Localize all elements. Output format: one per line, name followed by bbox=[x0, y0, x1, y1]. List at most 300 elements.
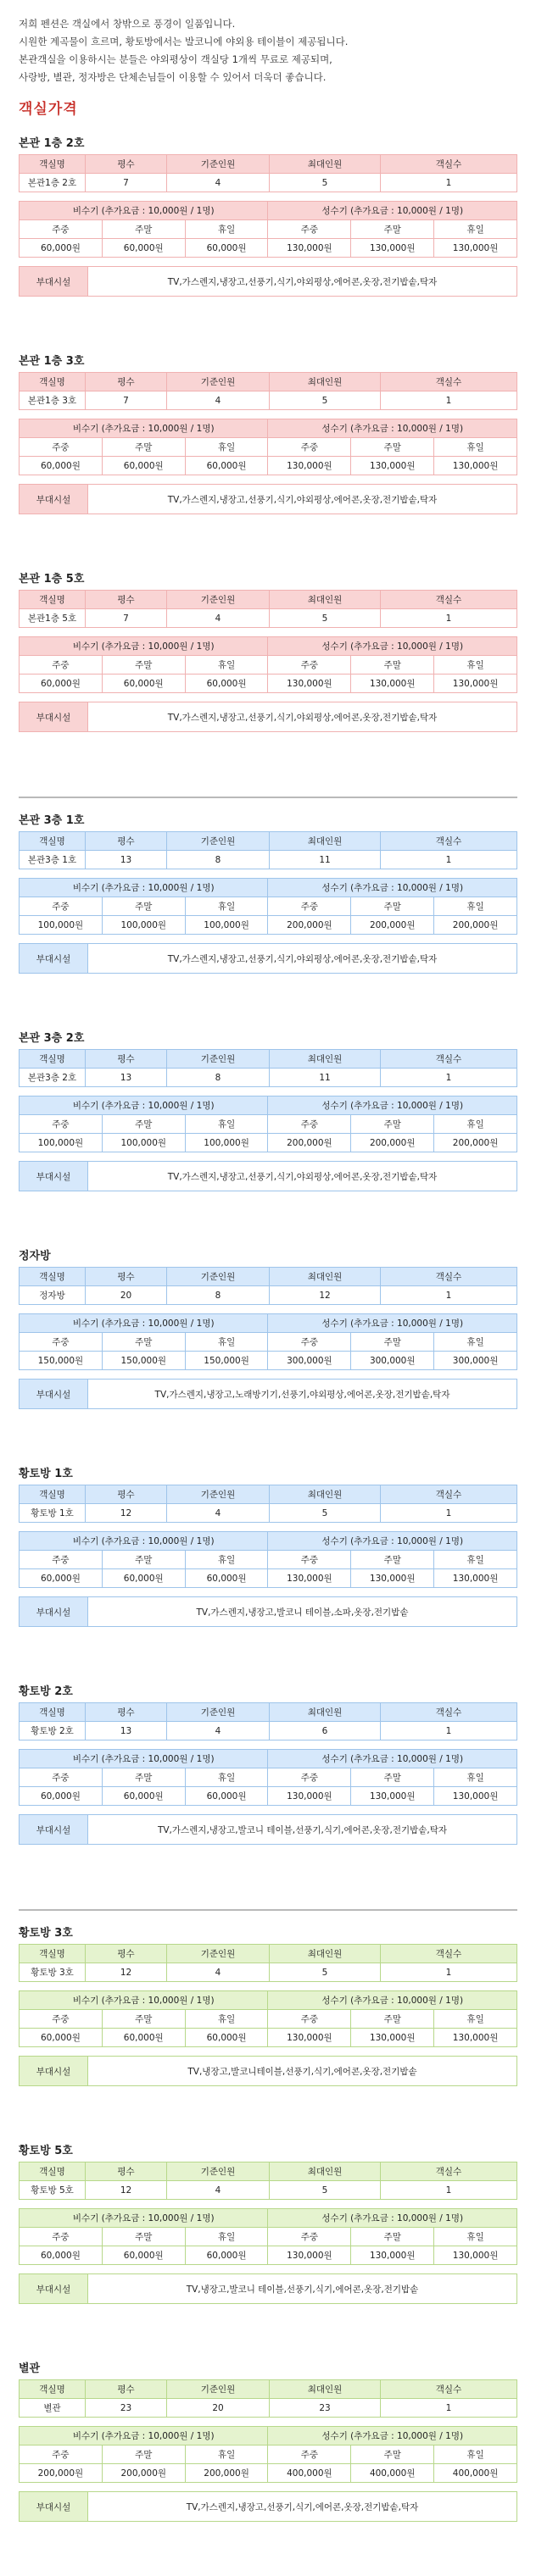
peak-holiday-price: 200,000원 bbox=[434, 916, 517, 935]
off-holiday-label: 휴일 bbox=[185, 2228, 268, 2246]
peak-weekend-price: 130,000원 bbox=[351, 675, 434, 693]
room-name: 본관1층 2호 bbox=[20, 174, 86, 192]
off-season-header: 비수기 (추가요금 : 10,000원 / 1명) bbox=[20, 1314, 268, 1333]
room-base: 4 bbox=[167, 2181, 270, 2200]
off-season-header: 비수기 (추가요금 : 10,000원 / 1명) bbox=[20, 1750, 268, 1768]
off-holiday-label: 휴일 bbox=[185, 1333, 268, 1352]
peak-weekday-price: 130,000원 bbox=[268, 2029, 351, 2047]
peak-weekend-label: 주말 bbox=[351, 1768, 434, 1787]
header-count: 객실수 bbox=[381, 1050, 517, 1069]
header-base: 기준인원 bbox=[167, 373, 270, 391]
room-count: 1 bbox=[381, 851, 517, 869]
peak-holiday-price: 130,000원 bbox=[434, 457, 517, 475]
peak-weekend-label: 주말 bbox=[351, 656, 434, 675]
off-weekday-price: 60,000원 bbox=[20, 239, 103, 258]
header-max: 최대인원 bbox=[270, 2380, 381, 2399]
peak-holiday-label: 휴일 bbox=[434, 2010, 517, 2029]
peak-weekday-label: 주중 bbox=[268, 2010, 351, 2029]
room-block bbox=[0, 1030, 536, 1246]
peak-holiday-price: 130,000원 bbox=[434, 2246, 517, 2265]
off-holiday-label: 휴일 bbox=[185, 2446, 268, 2464]
peak-holiday-label: 휴일 bbox=[434, 1115, 517, 1134]
room-block bbox=[0, 1247, 536, 1463]
peak-weekday-label: 주중 bbox=[268, 897, 351, 916]
header-count: 객실수 bbox=[381, 832, 517, 851]
facilities-label: 부대시설 bbox=[20, 485, 88, 514]
room-title: 황토방 1호 bbox=[19, 1468, 73, 1480]
header-count: 객실수 bbox=[381, 155, 517, 174]
off-weekend-price: 60,000원 bbox=[102, 2029, 185, 2047]
room-size: 12 bbox=[86, 2181, 167, 2200]
peak-weekday-price: 130,000원 bbox=[268, 1787, 351, 1806]
off-weekday-label: 주중 bbox=[20, 1551, 103, 1569]
header-size: 평수 bbox=[86, 2162, 167, 2181]
room-count: 1 bbox=[381, 2181, 517, 2200]
off-weekend-label: 주말 bbox=[102, 2446, 185, 2464]
header-max: 최대인원 bbox=[270, 373, 381, 391]
peak-weekend-price: 200,000원 bbox=[351, 1134, 434, 1152]
peak-holiday-price: 130,000원 bbox=[434, 675, 517, 693]
room-base: 20 bbox=[167, 2399, 270, 2418]
peak-holiday-label: 휴일 bbox=[434, 438, 517, 457]
off-weekday-label: 주중 bbox=[20, 656, 103, 675]
header-size: 평수 bbox=[86, 1050, 167, 1069]
peak-weekday-price: 300,000원 bbox=[268, 1352, 351, 1370]
intro-line: 저희 펜션은 객실에서 창밖으로 풍경이 일품입니다. bbox=[19, 18, 236, 30]
header-count: 객실수 bbox=[381, 373, 517, 391]
room-max: 11 bbox=[270, 1069, 381, 1087]
peak-season-header: 성수기 (추가요금 : 10,000원 / 1명) bbox=[268, 1532, 517, 1551]
peak-weekend-price: 130,000원 bbox=[351, 1787, 434, 1806]
off-holiday-price: 60,000원 bbox=[185, 2029, 268, 2047]
peak-weekend-price: 130,000원 bbox=[351, 239, 434, 258]
peak-weekend-label: 주말 bbox=[351, 2010, 434, 2029]
off-weekday-price: 60,000원 bbox=[20, 1787, 103, 1806]
peak-holiday-label: 휴일 bbox=[434, 1551, 517, 1569]
header-size: 평수 bbox=[86, 1945, 167, 1963]
header-base: 기준인원 bbox=[167, 1945, 270, 1963]
peak-weekend-label: 주말 bbox=[351, 438, 434, 457]
header-base: 기준인원 bbox=[167, 832, 270, 851]
header-base: 기준인원 bbox=[167, 1050, 270, 1069]
off-weekend-price: 60,000원 bbox=[102, 457, 185, 475]
room-name: 정자방 bbox=[20, 1286, 86, 1305]
header-size: 평수 bbox=[86, 832, 167, 851]
peak-holiday-price: 130,000원 bbox=[434, 2029, 517, 2047]
peak-weekend-price: 130,000원 bbox=[351, 2029, 434, 2047]
peak-weekday-label: 주중 bbox=[268, 2228, 351, 2246]
peak-season-header: 성수기 (추가요금 : 10,000원 / 1명) bbox=[268, 637, 517, 656]
off-weekday-label: 주중 bbox=[20, 438, 103, 457]
price-table bbox=[19, 636, 517, 693]
room-count: 1 bbox=[381, 2399, 517, 2418]
room-title: 황토방 2호 bbox=[19, 1685, 73, 1698]
price-table bbox=[19, 201, 517, 258]
header-room-name: 객실명 bbox=[20, 373, 86, 391]
facilities-table bbox=[19, 2273, 517, 2304]
price-table bbox=[19, 2208, 517, 2265]
header-base: 기준인원 bbox=[167, 591, 270, 609]
price-table bbox=[19, 1990, 517, 2047]
price-table bbox=[19, 1531, 517, 1588]
off-weekend-price: 60,000원 bbox=[102, 1787, 185, 1806]
peak-season-header: 성수기 (추가요금 : 10,000원 / 1명) bbox=[268, 1750, 517, 1768]
room-title: 황토방 3호 bbox=[19, 1927, 73, 1940]
off-holiday-price: 60,000원 bbox=[185, 675, 268, 693]
off-holiday-price: 100,000원 bbox=[185, 916, 268, 935]
facilities-value: TV,가스렌지,냉장고,선풍기,식기,에어콘,옷장,전기밥솥,탁자 bbox=[88, 2492, 517, 2522]
room-name: 황토방 1호 bbox=[20, 1504, 86, 1523]
facilities-value: TV,냉장고,발코니 테이블,선풍기,식기,에어콘,옷장,전기밥솥 bbox=[88, 2274, 517, 2304]
off-season-header: 비수기 (추가요금 : 10,000원 / 1명) bbox=[20, 2209, 268, 2228]
peak-holiday-label: 휴일 bbox=[434, 220, 517, 239]
header-base: 기준인원 bbox=[167, 155, 270, 174]
room-title: 본관 3층 1호 bbox=[19, 814, 85, 827]
header-base: 기준인원 bbox=[167, 1485, 270, 1504]
room-title: 본관 3층 2호 bbox=[19, 1032, 85, 1045]
room-max: 6 bbox=[270, 1722, 381, 1740]
header-count: 객실수 bbox=[381, 1485, 517, 1504]
header-size: 평수 bbox=[86, 591, 167, 609]
room-block bbox=[0, 1465, 536, 1681]
peak-weekend-label: 주말 bbox=[351, 2446, 434, 2464]
off-weekday-price: 60,000원 bbox=[20, 675, 103, 693]
peak-weekend-label: 주말 bbox=[351, 897, 434, 916]
off-weekend-price: 150,000원 bbox=[102, 1352, 185, 1370]
room-base: 4 bbox=[167, 1504, 270, 1523]
room-info-table bbox=[19, 1267, 517, 1305]
off-weekend-label: 주말 bbox=[102, 220, 185, 239]
peak-weekend-price: 130,000원 bbox=[351, 1569, 434, 1588]
off-weekday-label: 주중 bbox=[20, 2446, 103, 2464]
facilities-table bbox=[19, 1814, 517, 1845]
off-holiday-price: 60,000원 bbox=[185, 239, 268, 258]
header-count: 객실수 bbox=[381, 1945, 517, 1963]
peak-weekday-label: 주중 bbox=[268, 220, 351, 239]
header-room-name: 객실명 bbox=[20, 155, 86, 174]
room-max: 23 bbox=[270, 2399, 381, 2418]
facilities-label: 부대시설 bbox=[20, 2492, 88, 2522]
price-table bbox=[19, 419, 517, 475]
peak-holiday-label: 휴일 bbox=[434, 2228, 517, 2246]
intro-line: 시원한 계곡물이 흐르며, 황토방에서는 발코니에 야외용 테이블이 제공됩니다. bbox=[19, 36, 349, 47]
header-room-name: 객실명 bbox=[20, 1050, 86, 1069]
room-info-table bbox=[19, 2162, 517, 2200]
peak-season-header: 성수기 (추가요금 : 10,000원 / 1명) bbox=[268, 879, 517, 897]
off-holiday-price: 200,000원 bbox=[185, 2464, 268, 2483]
facilities-value: TV,가스렌지,냉장고,발코니 테이블,선풍기,식기,에어콘,옷장,전기밥솥,탁자 bbox=[88, 1815, 517, 1845]
facilities-label: 부대시설 bbox=[20, 1162, 88, 1191]
peak-season-header: 성수기 (추가요금 : 10,000원 / 1명) bbox=[268, 2209, 517, 2228]
room-size: 13 bbox=[86, 851, 167, 869]
off-weekend-label: 주말 bbox=[102, 897, 185, 916]
room-max: 5 bbox=[270, 174, 381, 192]
header-max: 최대인원 bbox=[270, 155, 381, 174]
room-list bbox=[0, 135, 536, 2576]
section-divider bbox=[19, 1909, 517, 1911]
room-title: 본관 1층 3호 bbox=[19, 355, 85, 368]
room-base: 8 bbox=[167, 1286, 270, 1305]
room-info-table bbox=[19, 1049, 517, 1087]
peak-weekday-label: 주중 bbox=[268, 1551, 351, 1569]
off-weekend-price: 60,000원 bbox=[102, 2246, 185, 2265]
header-room-name: 객실명 bbox=[20, 2162, 86, 2181]
header-max: 최대인원 bbox=[270, 1703, 381, 1722]
peak-weekday-price: 400,000원 bbox=[268, 2464, 351, 2483]
price-table bbox=[19, 1313, 517, 1370]
peak-weekday-price: 200,000원 bbox=[268, 916, 351, 935]
header-base: 기준인원 bbox=[167, 1703, 270, 1722]
facilities-label: 부대시설 bbox=[20, 2057, 88, 2086]
off-weekday-label: 주중 bbox=[20, 1115, 103, 1134]
facilities-value: TV,냉장고,발코니테이블,선풍기,식기,에어콘,옷장,전기밥솥 bbox=[88, 2057, 517, 2086]
off-holiday-label: 휴일 bbox=[185, 438, 268, 457]
peak-holiday-price: 130,000원 bbox=[434, 1569, 517, 1588]
room-name: 별관 bbox=[20, 2399, 86, 2418]
off-weekday-price: 60,000원 bbox=[20, 2029, 103, 2047]
room-size: 7 bbox=[86, 609, 167, 628]
off-weekend-label: 주말 bbox=[102, 2228, 185, 2246]
off-weekday-label: 주중 bbox=[20, 220, 103, 239]
off-season-header: 비수기 (추가요금 : 10,000원 / 1명) bbox=[20, 1991, 268, 2010]
room-name: 본관1층 5호 bbox=[20, 609, 86, 628]
room-block bbox=[0, 1924, 536, 2140]
facilities-value: TV,가스렌지,냉장고,발코니 테이블,소파,옷장,전기밥솥 bbox=[88, 1597, 517, 1627]
room-max: 11 bbox=[270, 851, 381, 869]
off-weekday-price: 60,000원 bbox=[20, 2246, 103, 2265]
facilities-value: TV,가스렌지,냉장고,선풍기,식기,야외평상,에어콘,옷장,전기밥솥,탁자 bbox=[88, 944, 517, 974]
peak-weekday-label: 주중 bbox=[268, 2446, 351, 2464]
room-size: 13 bbox=[86, 1722, 167, 1740]
peak-weekend-price: 130,000원 bbox=[351, 2246, 434, 2265]
peak-weekday-label: 주중 bbox=[268, 438, 351, 457]
room-block bbox=[0, 570, 536, 786]
off-weekend-label: 주말 bbox=[102, 656, 185, 675]
room-title: 본관 1층 2호 bbox=[19, 137, 85, 150]
room-count: 1 bbox=[381, 174, 517, 192]
room-count: 1 bbox=[381, 1504, 517, 1523]
room-title: 본관 1층 5호 bbox=[19, 573, 85, 586]
section-divider bbox=[19, 797, 517, 798]
header-max: 최대인원 bbox=[270, 1050, 381, 1069]
room-name: 본관3층 1호 bbox=[20, 851, 86, 869]
room-base: 4 bbox=[167, 1963, 270, 1982]
facilities-label: 부대시설 bbox=[20, 1815, 88, 1845]
off-weekday-price: 60,000원 bbox=[20, 1569, 103, 1588]
off-weekend-label: 주말 bbox=[102, 438, 185, 457]
off-holiday-label: 휴일 bbox=[185, 1115, 268, 1134]
room-size: 13 bbox=[86, 1069, 167, 1087]
off-holiday-price: 60,000원 bbox=[185, 1787, 268, 1806]
peak-weekend-label: 주말 bbox=[351, 1551, 434, 1569]
facilities-table bbox=[19, 702, 517, 732]
room-base: 4 bbox=[167, 391, 270, 410]
peak-season-header: 성수기 (추가요금 : 10,000원 / 1명) bbox=[268, 419, 517, 438]
off-weekday-label: 주중 bbox=[20, 1768, 103, 1787]
page-title: 객실가격 bbox=[19, 101, 78, 118]
room-size: 12 bbox=[86, 1963, 167, 1982]
price-table bbox=[19, 878, 517, 935]
peak-holiday-label: 휴일 bbox=[434, 897, 517, 916]
header-count: 객실수 bbox=[381, 2162, 517, 2181]
price-table bbox=[19, 2426, 517, 2483]
peak-weekday-label: 주중 bbox=[268, 1768, 351, 1787]
peak-weekday-label: 주중 bbox=[268, 1333, 351, 1352]
off-weekday-price: 60,000원 bbox=[20, 457, 103, 475]
off-weekend-price: 200,000원 bbox=[102, 2464, 185, 2483]
room-info-table bbox=[19, 831, 517, 869]
header-room-name: 객실명 bbox=[20, 832, 86, 851]
peak-holiday-price: 130,000원 bbox=[434, 1787, 517, 1806]
room-info-table bbox=[19, 590, 517, 628]
room-name: 황토방 3호 bbox=[20, 1963, 86, 1982]
room-title: 별관 bbox=[19, 2362, 41, 2375]
peak-weekday-label: 주중 bbox=[268, 656, 351, 675]
room-name: 본관3층 2호 bbox=[20, 1069, 86, 1087]
facilities-label: 부대시설 bbox=[20, 1380, 88, 1409]
facilities-table bbox=[19, 484, 517, 514]
room-max: 5 bbox=[270, 609, 381, 628]
facilities-value: TV,가스렌지,냉장고,선풍기,식기,야외평상,에어콘,옷장,전기밥솥,탁자 bbox=[88, 267, 517, 297]
room-max: 5 bbox=[270, 1963, 381, 1982]
room-block bbox=[0, 135, 536, 351]
peak-weekend-label: 주말 bbox=[351, 2228, 434, 2246]
off-weekday-label: 주중 bbox=[20, 897, 103, 916]
off-season-header: 비수기 (추가요금 : 10,000원 / 1명) bbox=[20, 202, 268, 220]
off-weekend-price: 100,000원 bbox=[102, 1134, 185, 1152]
room-base: 4 bbox=[167, 1722, 270, 1740]
header-base: 기준인원 bbox=[167, 1268, 270, 1286]
header-max: 최대인원 bbox=[270, 1485, 381, 1504]
off-holiday-label: 휴일 bbox=[185, 1768, 268, 1787]
price-table bbox=[19, 1096, 517, 1152]
room-title: 황토방 5호 bbox=[19, 2145, 73, 2157]
room-size: 20 bbox=[86, 1286, 167, 1305]
room-count: 1 bbox=[381, 1069, 517, 1087]
room-base: 8 bbox=[167, 1069, 270, 1087]
off-weekday-price: 100,000원 bbox=[20, 916, 103, 935]
peak-weekday-label: 주중 bbox=[268, 1115, 351, 1134]
facilities-label: 부대시설 bbox=[20, 702, 88, 732]
facilities-value: TV,가스렌지,냉장고,노래방기기,선풍기,야외평상,에어콘,옷장,전기밥솥,탁자 bbox=[88, 1380, 517, 1409]
header-count: 객실수 bbox=[381, 591, 517, 609]
off-weekday-label: 주중 bbox=[20, 1333, 103, 1352]
off-holiday-label: 휴일 bbox=[185, 220, 268, 239]
room-info-table bbox=[19, 154, 517, 192]
facilities-label: 부대시설 bbox=[20, 2274, 88, 2304]
off-holiday-label: 휴일 bbox=[185, 1551, 268, 1569]
intro-text bbox=[0, 0, 536, 92]
room-title: 정자방 bbox=[19, 1250, 51, 1263]
peak-weekend-price: 400,000원 bbox=[351, 2464, 434, 2483]
off-holiday-label: 휴일 bbox=[185, 897, 268, 916]
header-size: 평수 bbox=[86, 155, 167, 174]
peak-holiday-label: 휴일 bbox=[434, 2446, 517, 2464]
off-weekend-price: 100,000원 bbox=[102, 916, 185, 935]
facilities-table bbox=[19, 2491, 517, 2522]
off-holiday-price: 150,000원 bbox=[185, 1352, 268, 1370]
peak-weekday-price: 200,000원 bbox=[268, 1134, 351, 1152]
facilities-value: TV,가스렌지,냉장고,선풍기,식기,야외평상,에어콘,옷장,전기밥솥,탁자 bbox=[88, 702, 517, 732]
off-holiday-price: 100,000원 bbox=[185, 1134, 268, 1152]
facilities-label: 부대시설 bbox=[20, 1597, 88, 1627]
header-size: 평수 bbox=[86, 1485, 167, 1504]
facilities-value: TV,가스렌지,냉장고,선풍기,식기,야외평상,에어콘,옷장,전기밥솥,탁자 bbox=[88, 1162, 517, 1191]
room-base: 8 bbox=[167, 851, 270, 869]
room-count: 1 bbox=[381, 1722, 517, 1740]
off-weekend-label: 주말 bbox=[102, 1115, 185, 1134]
header-count: 객실수 bbox=[381, 1268, 517, 1286]
room-name: 황토방 5호 bbox=[20, 2181, 86, 2200]
header-room-name: 객실명 bbox=[20, 1945, 86, 1963]
peak-weekend-price: 200,000원 bbox=[351, 916, 434, 935]
header-max: 최대인원 bbox=[270, 832, 381, 851]
off-holiday-label: 휴일 bbox=[185, 656, 268, 675]
header-max: 최대인원 bbox=[270, 1268, 381, 1286]
peak-weekend-label: 주말 bbox=[351, 1333, 434, 1352]
peak-season-header: 성수기 (추가요금 : 10,000원 / 1명) bbox=[268, 1991, 517, 2010]
facilities-label: 부대시설 bbox=[20, 944, 88, 974]
header-room-name: 객실명 bbox=[20, 1485, 86, 1504]
off-holiday-price: 60,000원 bbox=[185, 457, 268, 475]
room-name: 황토방 2호 bbox=[20, 1722, 86, 1740]
room-block bbox=[0, 2142, 536, 2358]
room-info-table bbox=[19, 1944, 517, 1982]
off-season-header: 비수기 (추가요금 : 10,000원 / 1명) bbox=[20, 2427, 268, 2446]
off-holiday-label: 휴일 bbox=[185, 2010, 268, 2029]
off-season-header: 비수기 (추가요금 : 10,000원 / 1명) bbox=[20, 1532, 268, 1551]
peak-season-header: 성수기 (추가요금 : 10,000원 / 1명) bbox=[268, 202, 517, 220]
intro-line: 사랑방, 별관, 정자방은 단체손님들이 이용할 수 있어서 더욱더 좋습니다. bbox=[19, 71, 327, 83]
room-count: 1 bbox=[381, 609, 517, 628]
header-base: 기준인원 bbox=[167, 2380, 270, 2399]
peak-holiday-price: 130,000원 bbox=[434, 239, 517, 258]
price-table bbox=[19, 1749, 517, 1806]
off-holiday-price: 60,000원 bbox=[185, 2246, 268, 2265]
room-base: 4 bbox=[167, 174, 270, 192]
off-weekday-price: 150,000원 bbox=[20, 1352, 103, 1370]
peak-holiday-price: 300,000원 bbox=[434, 1352, 517, 1370]
header-room-name: 객실명 bbox=[20, 591, 86, 609]
peak-season-header: 성수기 (추가요금 : 10,000원 / 1명) bbox=[268, 1096, 517, 1115]
off-weekday-label: 주중 bbox=[20, 2010, 103, 2029]
off-weekend-price: 60,000원 bbox=[102, 239, 185, 258]
room-block bbox=[0, 812, 536, 1028]
peak-holiday-label: 휴일 bbox=[434, 1333, 517, 1352]
off-weekend-label: 주말 bbox=[102, 1768, 185, 1787]
room-name: 본관1층 3호 bbox=[20, 391, 86, 410]
room-count: 1 bbox=[381, 1963, 517, 1982]
facilities-table bbox=[19, 266, 517, 297]
off-weekday-price: 200,000원 bbox=[20, 2464, 103, 2483]
facilities-value: TV,가스렌지,냉장고,선풍기,식기,야외평상,에어콘,옷장,전기밥솥,탁자 bbox=[88, 485, 517, 514]
peak-weekday-price: 130,000원 bbox=[268, 239, 351, 258]
peak-season-header: 성수기 (추가요금 : 10,000원 / 1명) bbox=[268, 1314, 517, 1333]
off-weekend-price: 60,000원 bbox=[102, 1569, 185, 1588]
facilities-table bbox=[19, 1161, 517, 1191]
off-weekday-label: 주중 bbox=[20, 2228, 103, 2246]
room-max: 5 bbox=[270, 1504, 381, 1523]
peak-weekday-price: 130,000원 bbox=[268, 675, 351, 693]
room-count: 1 bbox=[381, 391, 517, 410]
room-info-table bbox=[19, 372, 517, 410]
peak-holiday-price: 200,000원 bbox=[434, 1134, 517, 1152]
peak-holiday-label: 휴일 bbox=[434, 1768, 517, 1787]
header-room-name: 객실명 bbox=[20, 1703, 86, 1722]
room-max: 5 bbox=[270, 391, 381, 410]
off-season-header: 비수기 (추가요금 : 10,000원 / 1명) bbox=[20, 419, 268, 438]
room-info-table bbox=[19, 1485, 517, 1523]
